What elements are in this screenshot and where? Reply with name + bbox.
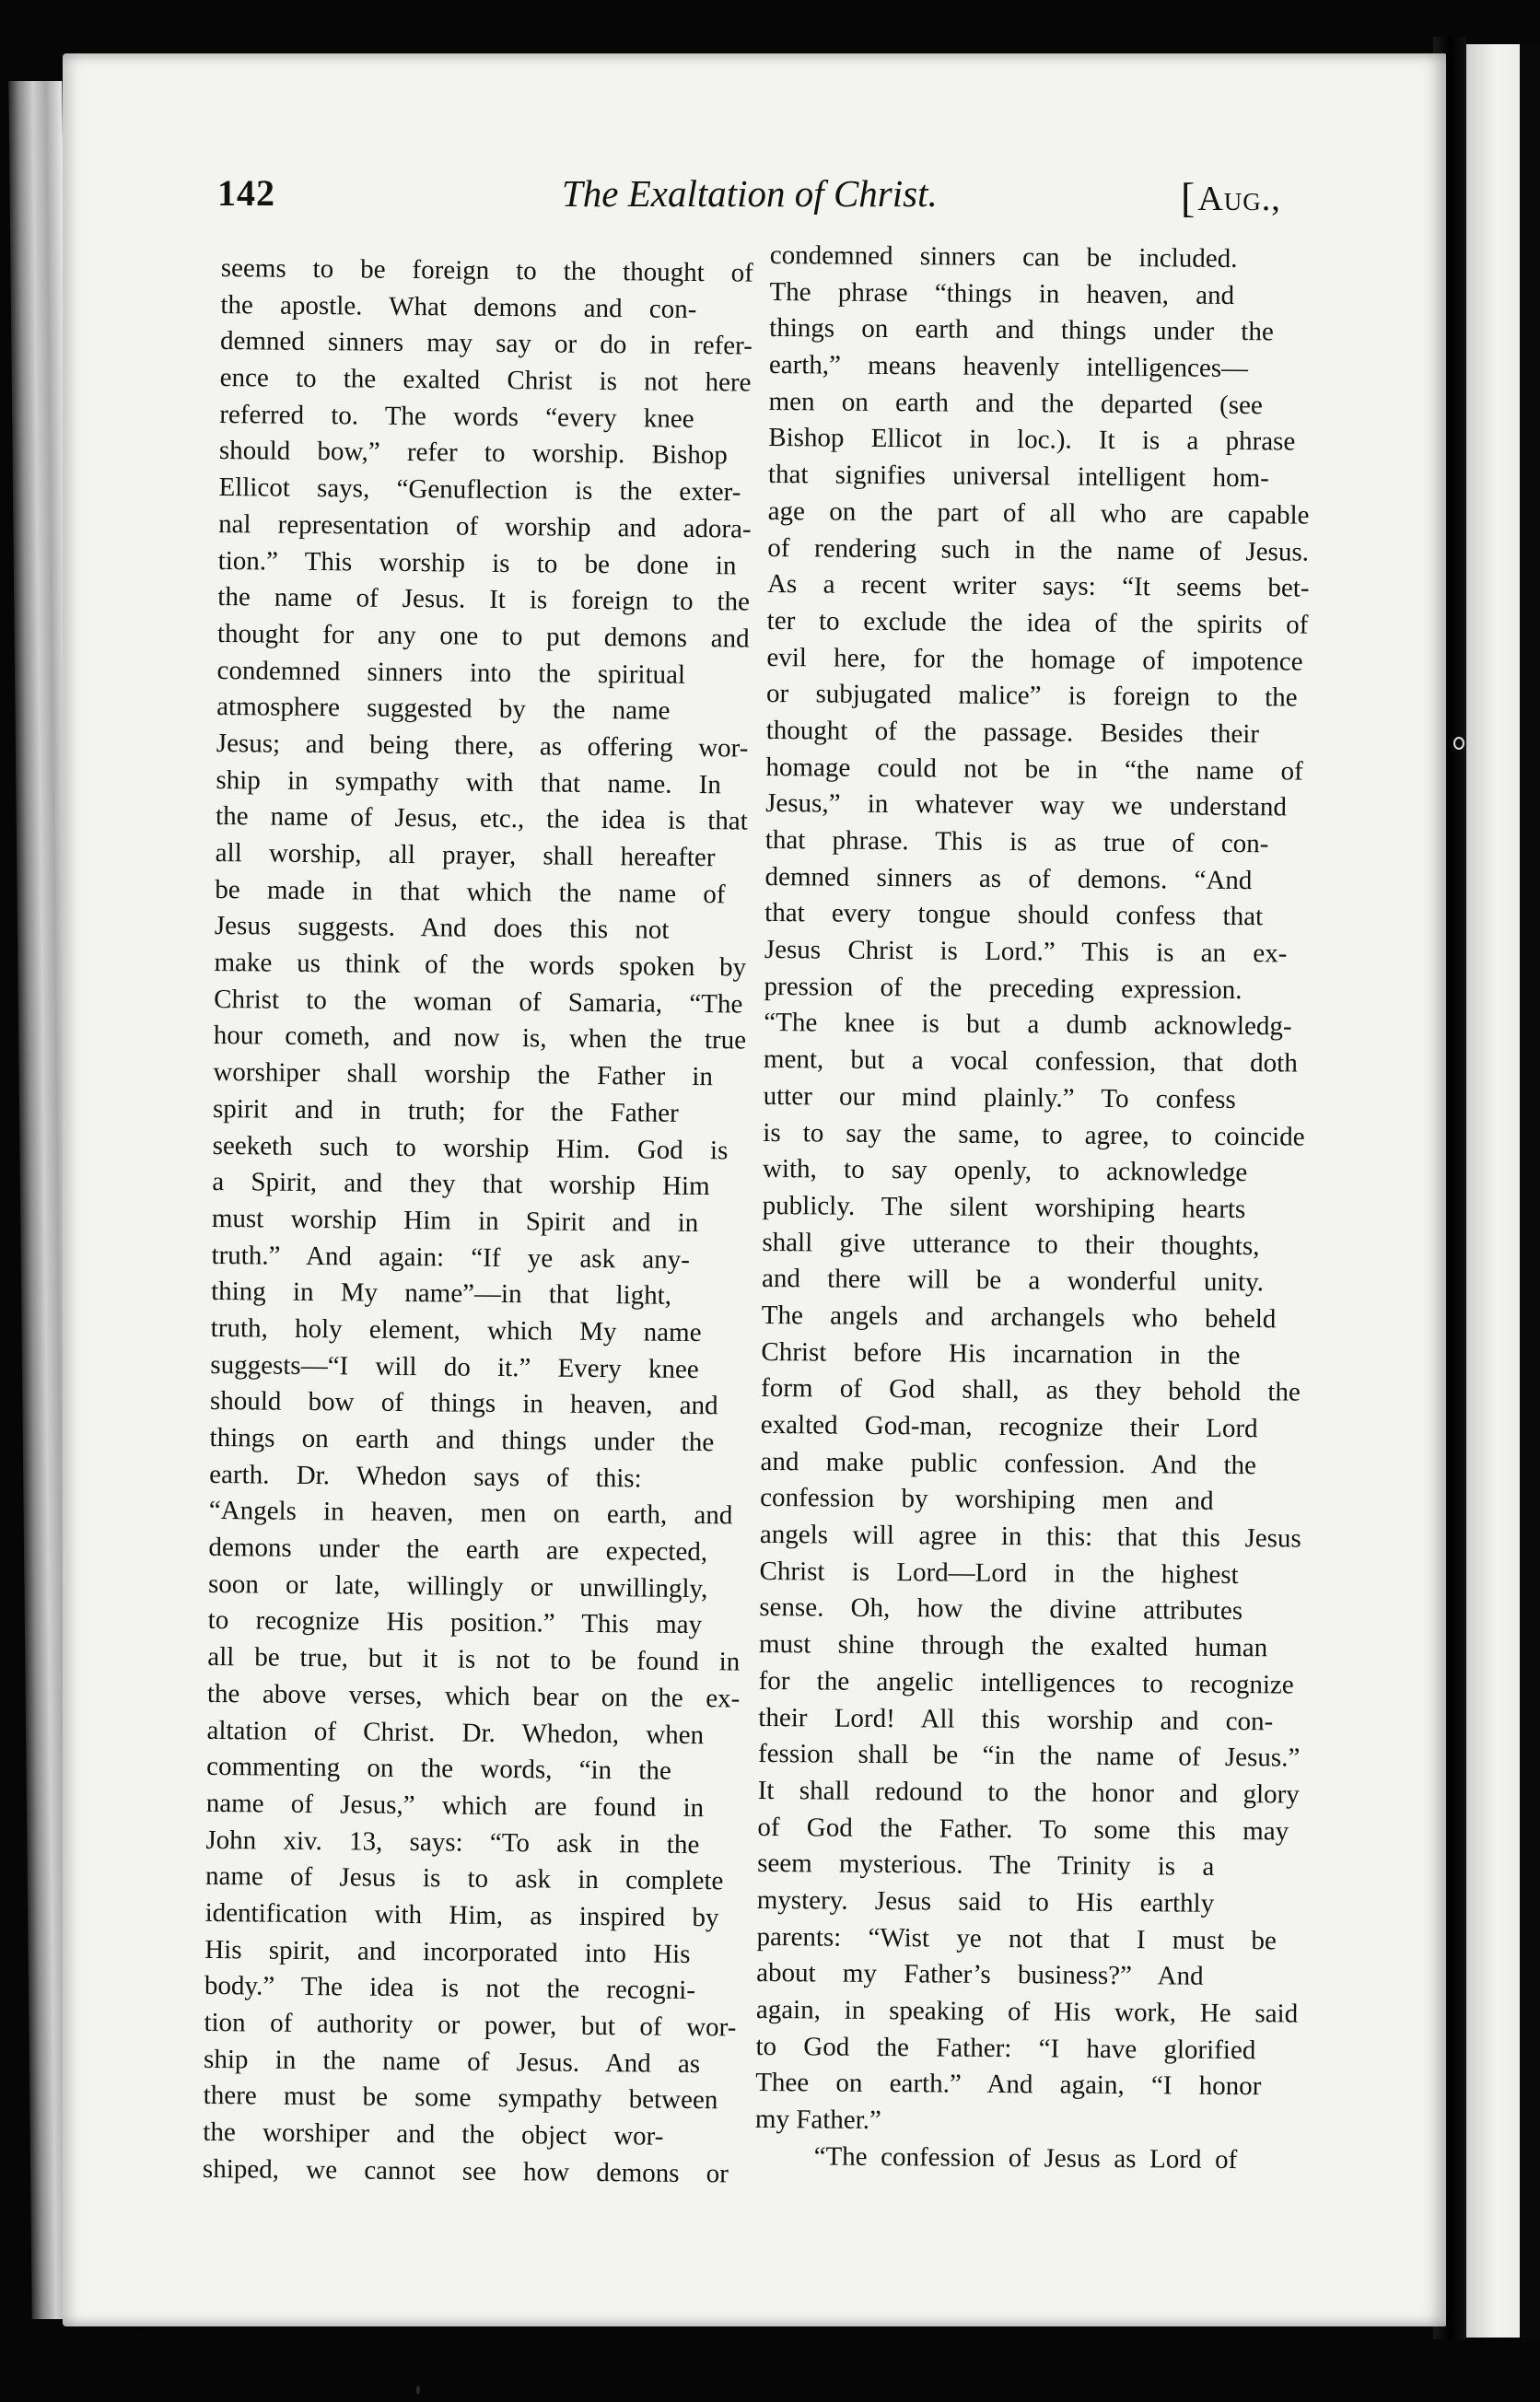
text-line: Thee on earth.” And again, “I honor — [755, 2068, 1262, 2102]
text-line: atmosphere suggested by the name — [216, 692, 671, 726]
text-line: confession by worshiping men and — [760, 1483, 1214, 1517]
running-date-bracket: [ — [1181, 174, 1196, 221]
text-line: The angels and archangels who beheld — [761, 1300, 1277, 1335]
text-line: worshiper shall worship the Father in — [213, 1057, 714, 1092]
text-line: John xiv. 13, says: “To ask in the — [205, 1825, 700, 1860]
text-line: thought for any one to put demons and — [216, 618, 750, 654]
text-line: evil here, for the homage of impotence — [766, 642, 1303, 677]
text-line: hour cometh, and now is, when the true — [213, 1020, 746, 1055]
text-line: seems to be foreign to the thought of — [220, 252, 753, 288]
right-text-column — [754, 238, 1312, 2179]
text-line: and there will be a wonderful unity. — [761, 1264, 1265, 1298]
facing-page-shadow — [1520, 44, 1540, 2338]
text-line: men on earth and the departed (see — [768, 386, 1263, 420]
text-line: my Father.” — [754, 2105, 881, 2136]
text-line: their Lord! All this worship and con- — [758, 1702, 1274, 1736]
text-line: Bishop Ellicot in loc.). It is a phrase — [768, 423, 1296, 457]
text-line: to God the Father: “I have glorified — [755, 2031, 1256, 2065]
text-line: with, to say openly, to acknowledge — [762, 1154, 1248, 1188]
text-line: Jesus suggests. And does this not — [214, 911, 670, 946]
text-line: name of Jesus,” which are found in — [205, 1788, 705, 1823]
text-line: “The knee is but a dumb acknowledg- — [764, 1008, 1292, 1042]
text-line: ter to exclude the idea of the spirits of — [766, 605, 1309, 640]
text-line: that phrase. This is as true of con- — [764, 824, 1269, 859]
text-line: Christ to the woman of Samaria, “The — [214, 984, 743, 1020]
text-line: to recognize His position.” This may — [207, 1605, 703, 1640]
text-line: utter our mind plainly.” To confess — [763, 1080, 1236, 1114]
text-line: form of God shall, as they behold the — [761, 1373, 1301, 1407]
text-line: again, in speaking of His work, He said — [755, 1994, 1299, 2029]
text-line: must worship Him in Spirit and in — [211, 1203, 699, 1238]
text-line: about my Father’s business?” And — [756, 1958, 1204, 1992]
text-line: things on earth and things under the — [209, 1422, 715, 1458]
text-line: make us think of the words spoken by — [214, 948, 747, 983]
text-line: of God the Father. To some this may — [757, 1812, 1289, 1847]
text-line: or subjugated malice” is foreign to the — [765, 679, 1298, 713]
text-line: ship in sympathy with that name. In — [216, 764, 722, 799]
text-line: “The confession of Jesus as Lord of — [813, 2141, 1238, 2175]
text-line: a Spirit, and they that worship Him — [212, 1167, 710, 1202]
text-line: shall give utterance to their thoughts, — [762, 1227, 1260, 1261]
text-line: Jesus Christ is Lord.” This is an ex- — [764, 935, 1288, 969]
page-number: 142 — [217, 172, 275, 214]
text-line: ship in the name of Jesus. And as — [203, 2044, 701, 2079]
text-line: angels will agree in this: that this Jesus — [759, 1520, 1301, 1554]
text-line: the name of Jesus, etc., the idea is that — [215, 801, 748, 836]
text-line: the above verses, which bear on the ex- — [206, 1678, 741, 1714]
scan-speck — [138, 2334, 144, 2338]
text-line: pression of the preceding expression. — [764, 971, 1242, 1005]
text-line: is to say the same, to agree, to coincide — [763, 1117, 1305, 1152]
text-line: It shall redound to the honor and glory — [757, 1775, 1300, 1810]
text-line: be made in that which the name of — [215, 874, 726, 909]
text-line: age on the part of all who are capable — [767, 496, 1310, 531]
text-line: things on earth and things under the — [769, 313, 1274, 347]
text-line: spirit and in truth; for the Father — [212, 1093, 679, 1128]
text-line: there must be some sympathy between — [203, 2081, 718, 2116]
text-line: As a recent writer says: “It seems bet- — [766, 569, 1310, 603]
text-line: all be true, but it is not to be found in — [207, 1642, 741, 1677]
text-line: nal representation of worship and adora- — [217, 508, 752, 544]
text-line: earth. Dr. Whedon says of this: — [209, 1459, 642, 1494]
text-line: tion.” This worship is to be done in — [217, 545, 737, 580]
running-date — [1181, 171, 1281, 220]
text-line: referred to. The words “every knee — [219, 399, 694, 434]
text-line: truth, holy element, which My name — [210, 1312, 702, 1347]
text-line: the apostle. What demons and con- — [220, 289, 697, 324]
text-line: demned sinners as of demons. “And — [764, 861, 1253, 895]
text-line: that every tongue should confess that — [764, 898, 1264, 932]
text-line: must shine through the exalted human — [758, 1629, 1268, 1663]
text-line: of rendering such in the name of Jesus. — [767, 532, 1310, 567]
text-line: identification with Him, as inspired by — [204, 1897, 719, 1933]
text-line: body.” The idea is not the recogni- — [204, 1971, 696, 2006]
text-line: that signifies universal intelligent hom- — [767, 460, 1269, 494]
text-line: all worship, all prayer, shall hereafter — [215, 837, 716, 873]
text-line: seem mysterious. The Trinity is a — [757, 1848, 1215, 1883]
text-line: thing in My name”—in that light, — [210, 1277, 672, 1311]
binding-hole — [1453, 737, 1464, 750]
text-line: fession shall be “in the name of Jesus.” — [757, 1739, 1301, 1773]
text-line: publicly. The silent worshiping hearts — [762, 1190, 1246, 1224]
text-line: Jesus; and being there, as offering wor- — [216, 728, 749, 764]
text-line: sense. Oh, how the divine attributes — [759, 1592, 1243, 1627]
running-title: The Exaltation of Christ. — [562, 172, 938, 215]
text-line: earth,” means heavenly intelligences— — [768, 350, 1249, 384]
text-line: ment, but a vocal confession, that doth — [763, 1044, 1298, 1079]
text-line: for the angelic intelligences to recognize — [758, 1665, 1294, 1700]
text-line: and make public confession. And the — [760, 1446, 1257, 1480]
text-line: ence to the exalted Christ is not here — [219, 363, 752, 398]
text-line: Ellicot says, “Genuflection is the exter- — [218, 472, 741, 507]
text-line: parents: “Wist ye not that I must be — [756, 1921, 1278, 1956]
text-line: homage could not be in “the name of — [765, 752, 1303, 787]
text-line: the name of Jesus. It is foreign to the — [217, 582, 751, 617]
text-line: name of Jesus is to ask in complete — [204, 1861, 724, 1896]
text-line: seeketh such to worship Him. God is — [212, 1130, 729, 1165]
text-line: exalted God-man, recognize their Lord — [760, 1409, 1258, 1444]
text-line: condemned sinners can be included. — [769, 239, 1238, 274]
text-line: “Angels in heaven, men on earth, and — [208, 1496, 733, 1531]
text-line: truth.” And again: “If ye ask any- — [211, 1240, 691, 1275]
text-line: condemned sinners into the spiritual — [216, 655, 686, 690]
text-line: suggests—“I will do it.” Every knee — [210, 1349, 699, 1384]
text-line: demned sinners may say or do in refer- — [219, 326, 752, 361]
text-line: should bow of things in heaven, and — [209, 1386, 718, 1421]
text-line: Jesus,” in whatever way we understand — [765, 788, 1288, 822]
running-date-text: Aug., — [1197, 180, 1281, 218]
text-line: should bow,” refer to worship. Bishop — [218, 436, 728, 471]
scan-speck — [416, 2385, 420, 2395]
text-line: commenting on the words, “in the — [206, 1752, 671, 1786]
text-line: His spirit, and incorporated into His — [204, 1934, 691, 1969]
text-line: demons under the earth are expected, — [208, 1532, 708, 1568]
text-line: The phrase “things in heaven, and — [769, 276, 1235, 310]
text-line: thought of the passage. Besides their — [765, 715, 1260, 750]
text-line: altation of Christ. Dr. Whedon, when — [206, 1715, 705, 1750]
text-line: Christ before His incarnation in the — [761, 1336, 1241, 1370]
text-line: Christ is Lord—Lord in the highest — [759, 1556, 1239, 1590]
text-line: mystery. Jesus said to His earthly — [756, 1884, 1215, 1918]
text-line: soon or late, willingly or unwillingly, — [207, 1568, 708, 1603]
text-line: the worshiper and the object wor- — [203, 2116, 664, 2151]
left-text-column — [203, 251, 753, 2193]
text-line: tion of authority or power, but of wor- — [204, 2007, 737, 2043]
text-line: shiped, we cannot see how demons or — [202, 2153, 729, 2189]
